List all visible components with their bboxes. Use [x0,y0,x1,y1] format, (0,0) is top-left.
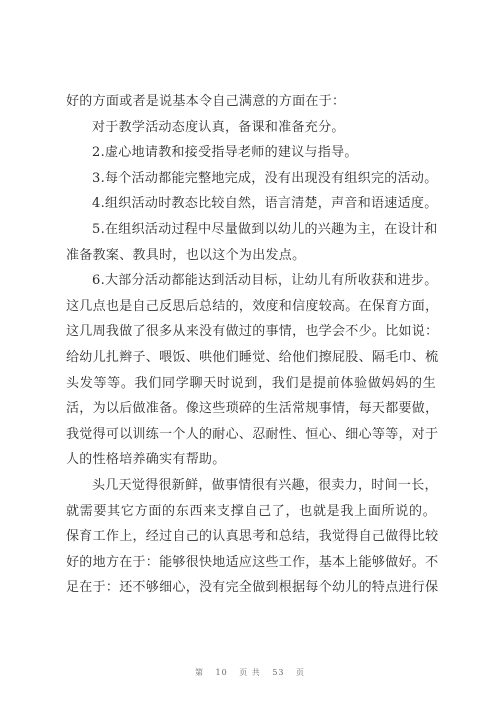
text-line: 我觉得可以训练一个人的耐心、忍耐性、恒心、细心等等，对于 [66,426,439,442]
footer-page-number: 10 [215,668,228,677]
text-line: 头发等等。我们同学聊天时说到，我们是提前体验做妈妈的生 [66,375,436,391]
text-line: 保育工作上，经过自己的认真思考和总结，我觉得自己做得比较 [66,529,439,545]
text-line: 好的地方在于：能够很快地适应这些工作，基本上能够做好。不 [66,554,439,570]
footer-prefix: 第 [194,668,204,677]
text-line: 人的性格培养确实有帮助。 [66,452,226,468]
text-line: 准备教案、教具时，也以这个为出发点。 [66,247,306,263]
footer-total-pages: 53 [272,668,285,677]
text-line: 头几天觉得很新鲜，做事情很有兴趣，很卖力，时间一长， [92,477,438,493]
text-line: 4.组织活动时教态比较自然，语言清楚，声音和语速适度。 [92,196,438,212]
text-line: 活，为以后做准备。像这些琐碎的生活常规事情，每天都要做， [66,401,439,417]
text-line: 给幼儿扎辫子、喂饭、哄他们睡觉、给他们擦屁股、隔毛巾、梳 [66,349,439,365]
body-text [66,89,439,601]
page-footer [0,667,500,678]
footer-middle: 页 共 [239,668,261,677]
text-line: 5.在组织活动过程中尽量做到以幼儿的兴趣为主，在设计和 [92,221,438,237]
text-line: 足在于：还不够细心，没有完全做到根据每个幼儿的特点进行保 [66,580,439,596]
text-line: 就需要其它方面的东西来支撑自己了，也就是我上面所说的。 [66,503,436,519]
text-line: 这几点也是自己反思后总结的，效度和信度较高。在保育方面， [66,298,439,314]
text-line: 对于教学活动态度认真，备课和准备充分。 [92,119,345,135]
text-line: 2.虚心地请教和接受指导老师的建议与指导。 [92,145,358,161]
footer-suffix: 页 [296,668,306,677]
text-line: 3.每个活动都能完整地完成，没有出现没有组织完的活动。 [92,170,438,186]
text-line: 这几周我做了很多从来没有做过的事情，也学会不少。比如说： [66,324,439,340]
text-line: 好的方面或者是说基本令自己满意的方面在于： [66,94,346,109]
text-line: 6.大部分活动都能达到活动目标，让幼儿有所收获和进步。 [92,273,438,289]
